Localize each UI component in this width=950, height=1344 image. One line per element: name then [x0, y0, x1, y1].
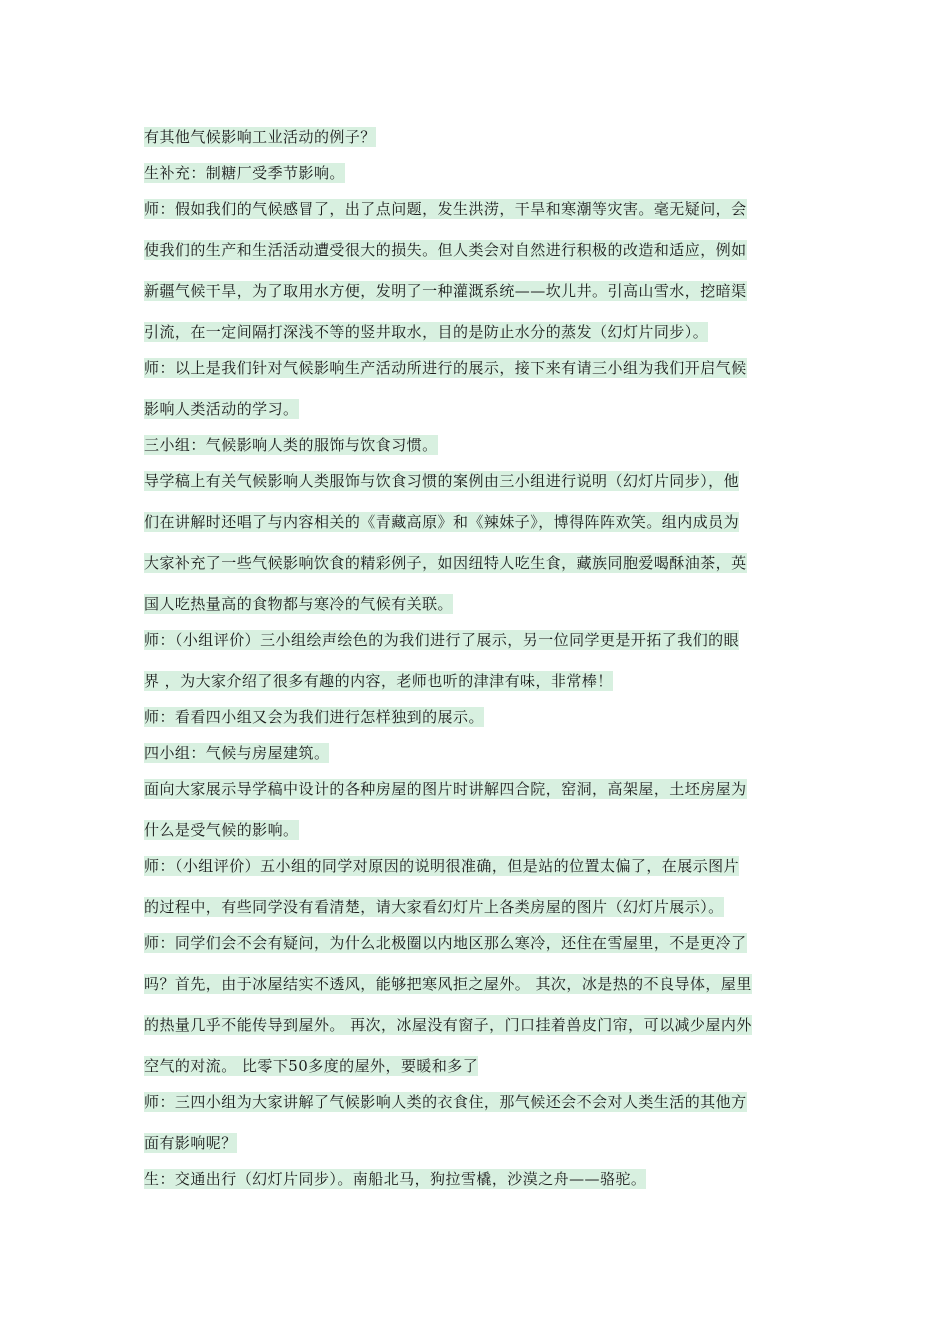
text-line	[144, 933, 747, 953]
line-text: 的过程中，有些同学没有看清楚，请大家看幻灯片上各类房屋的图片（幻灯片展示）。	[144, 898, 724, 916]
line-text: 的热量几乎不能传导到屋外。 再次，冰屋没有窗子，门口挂着兽皮门帘，可以减少屋内外	[144, 1016, 752, 1034]
text-line	[144, 512, 739, 532]
text-line	[144, 820, 299, 840]
line-text: 什么是受气候的影响。	[144, 821, 299, 839]
line-text: 师：假如我们的气候感冒了，出了点问题，发生洪涝，干旱和寒潮等灾害。毫无疑问，会	[144, 200, 747, 218]
line-text: 生：交通出行（幻灯片同步）。南船北马，狗拉雪橇，沙漠之舟——骆驼。	[144, 1170, 647, 1188]
line-text: 有其他气候影响工业活动的例子？	[144, 128, 376, 146]
text-line	[144, 630, 739, 650]
line-text: 空气的对流。 比零下50多度的屋外，要暖和多了	[144, 1057, 479, 1075]
line-text: 面有影响呢？	[144, 1134, 237, 1152]
text-line	[144, 779, 747, 799]
text-line	[144, 281, 747, 301]
text-line	[144, 856, 739, 876]
text-line	[144, 1092, 747, 1112]
text-line	[144, 322, 708, 342]
text-line	[144, 127, 376, 147]
text-line	[144, 1015, 752, 1035]
text-line	[144, 358, 747, 378]
line-text: 四小组：气候与房屋建筑。	[144, 744, 330, 762]
text-line	[144, 435, 438, 455]
text-line	[144, 240, 747, 260]
text-line	[144, 707, 484, 727]
text-line	[144, 1056, 478, 1076]
text-line	[144, 1133, 237, 1153]
line-text: 吗？首先，由于冰屋结实不透风，能够把寒风拒之屋外。 其次，冰是热的不良导体，屋里	[144, 975, 752, 993]
line-text: 大家补充了一些气候影响饮食的精彩例子，如因纽特人吃生食，藏族同胞爱喝酥油茶，英	[144, 554, 747, 572]
line-text: 三小组：气候影响人类的服饰与饮食习惯。	[144, 436, 438, 454]
text-line	[144, 974, 752, 994]
text-line	[144, 897, 724, 917]
text-line	[144, 163, 345, 183]
line-text: 新疆气候干旱，为了取用水方便，发明了一种灌溉系统——坎儿井。引高山雪水，挖暗渠	[144, 282, 747, 300]
line-text: 使我们的生产和生活活动遭受很大的损失。但人类会对自然进行积极的改造和适应，例如	[144, 241, 747, 259]
line-text: 们在讲解时还唱了与内容相关的《青藏高原》和《辣妹子》，博得阵阵欢笑。组内成员为	[144, 513, 740, 531]
line-text: 影响人类活动的学习。	[144, 400, 299, 418]
line-text: 师：以上是我们针对气候影响生产活动所进行的展示，接下来有请三小组为我们开启气候	[144, 359, 747, 377]
line-text: 界 ，为大家介绍了很多有趣的内容，老师也听的津津有味，非常棒！	[144, 672, 613, 690]
line-text: 生补充：制糖厂受季节影响。	[144, 164, 345, 182]
line-text: 引流，在一定间隔打深浅不等的竖井取水，目的是防止水分的蒸发（幻灯片同步）。	[144, 323, 709, 341]
text-line	[144, 743, 329, 763]
line-text: 面向大家展示导学稿中设计的各种房屋的图片时讲解四合院，窑洞，高架屋，土坯房屋为	[144, 780, 747, 798]
text-line	[144, 594, 453, 614]
line-text: 师：（小组评价）三小组绘声绘色的为我们进行了展示，另一位同学更是开拓了我们的眼	[144, 631, 740, 649]
text-line	[144, 1169, 646, 1189]
line-text: 师：三四小组为大家讲解了气候影响人类的衣食住，那气候还会不会对人类生活的其他方	[144, 1093, 747, 1111]
text-line	[144, 399, 299, 419]
text-line	[144, 199, 747, 219]
line-text: 国人吃热量高的食物都与寒冷的气候有关联。	[144, 595, 454, 613]
line-text: 导学稿上有关气候影响人类服饰与饮食习惯的案例由三小组进行说明（幻灯片同步），他	[144, 472, 740, 490]
text-line	[144, 471, 739, 491]
text-line	[144, 671, 613, 691]
text-line	[144, 553, 747, 573]
line-text: 师：同学们会不会有疑问，为什么北极圈以内地区那么寒冷，还住在雪屋里，不是更冷了	[144, 934, 747, 952]
line-text: 师：（小组评价）五小组的同学对原因的说明很准确，但是站的位置太偏了，在展示图片	[144, 857, 740, 875]
line-text: 师：看看四小组又会为我们进行怎样独到的展示。	[144, 708, 484, 726]
